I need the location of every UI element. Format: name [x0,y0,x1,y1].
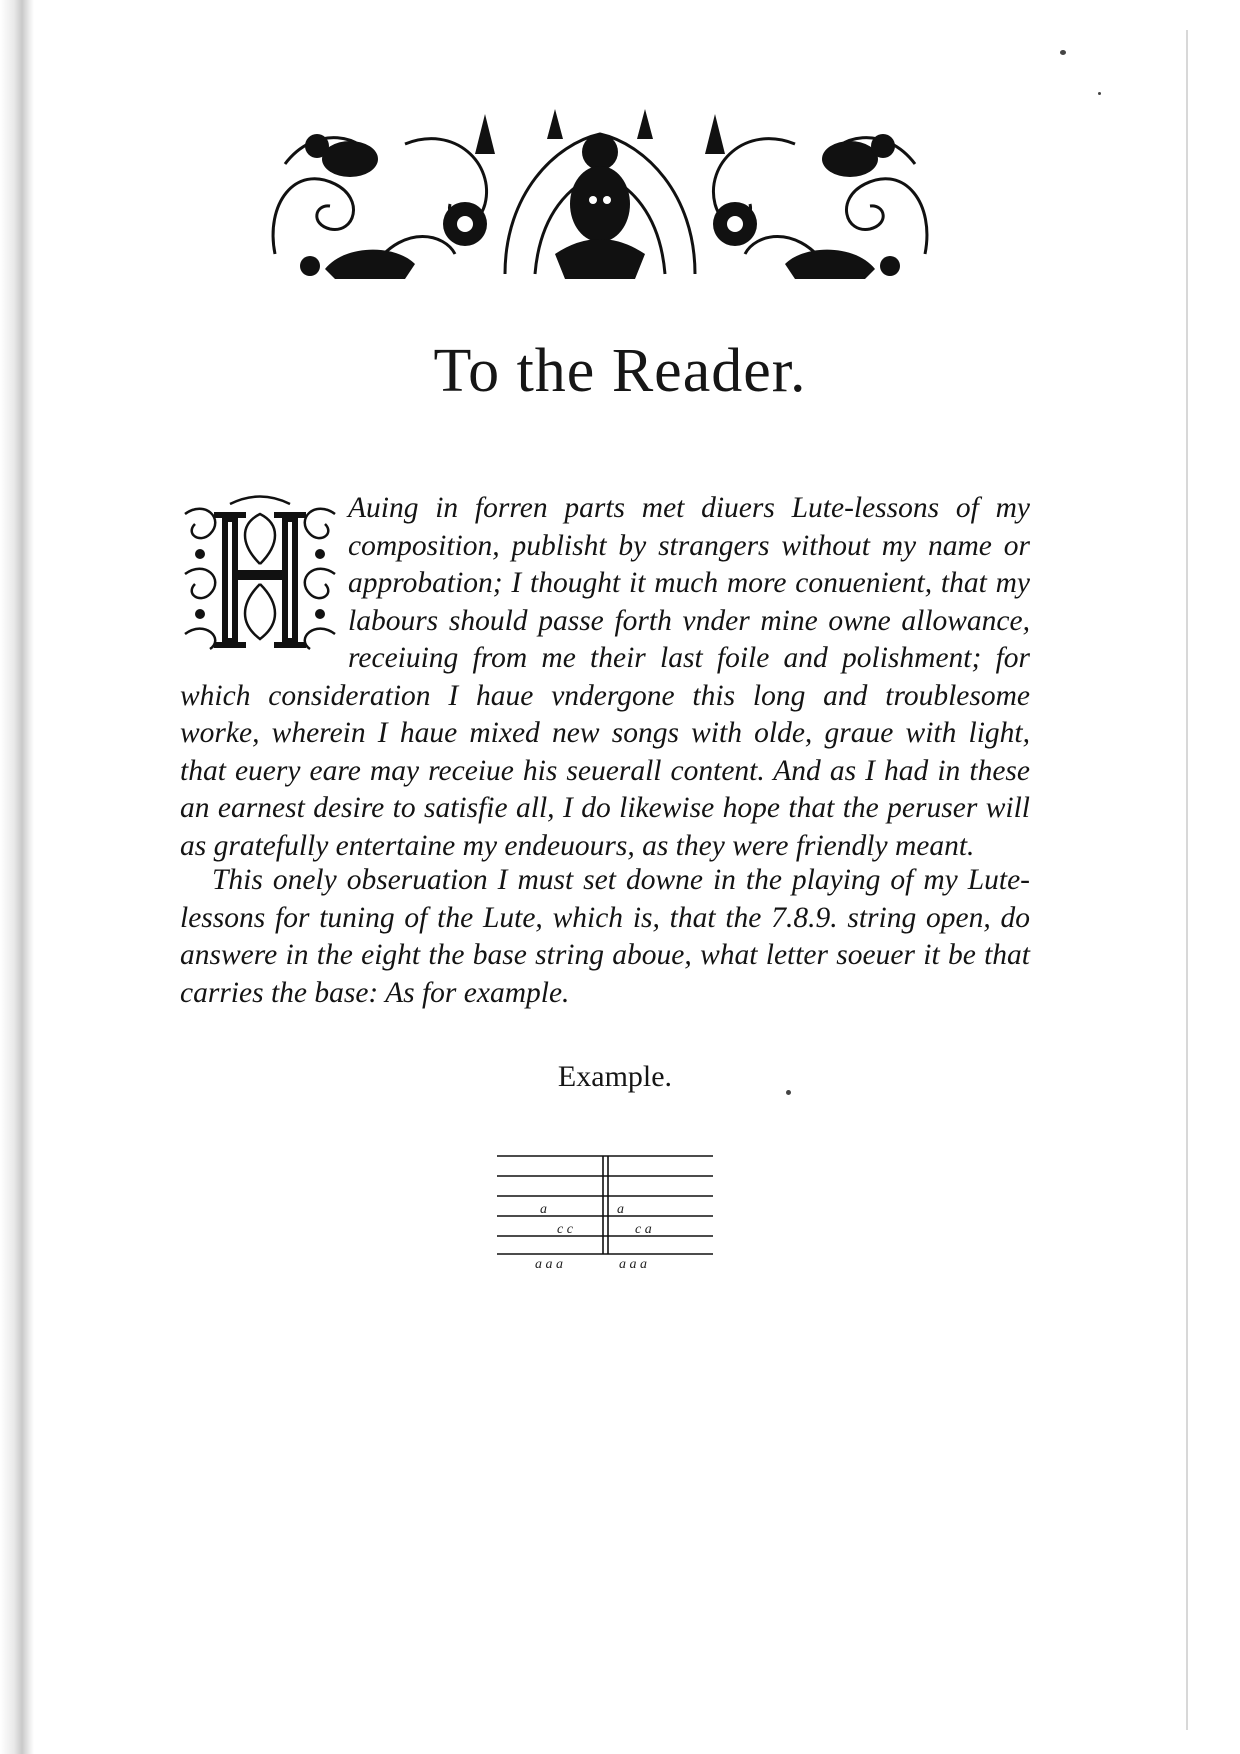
dust-speck [1060,50,1066,55]
page-title: To the Reader. [433,337,807,405]
tab-right-below: a a a [619,1257,647,1272]
headpiece-ornament-icon [255,104,945,284]
example-heading: Example. [557,1060,673,1093]
paragraph-2 [180,862,1030,1012]
lute-tablature-example [495,1150,715,1275]
tab-left-line3: a [540,1202,547,1217]
tab-left-below: a a a [535,1257,563,1272]
tablature-staff [495,1150,715,1275]
tab-left-line4: c c [557,1222,573,1237]
tab-right-line3: a [617,1202,624,1217]
tab-right-line4: c a [635,1222,652,1237]
dust-speck [1098,92,1101,95]
paragraph-1 [180,490,1030,865]
paragraph-1-text: Auing in forren parts met diuers Lute-lessons of my composition, publisht by strangers without my name or approbation; I thought it much more conuenient, that my labours should passe forth vnder mine owne allowance, receiuing from me their last foile and polishment; for which consideration I haue vndergone this long and troublesome worke, wherein I haue mixed new songs with olde, graue with light, that euery eare may receiue his seuerall content. And as I had in these an earnest desire to satisfie all, I do likewise hope that the peruser will as gratefully entertaine my endeuours, as they were friendly meant. [180,492,1030,862]
paragraph-2-text: This onely obseruation I must set downe in the playing of my Lute-lessons for tuning of the Lute, which is, that the 7.8.9. string open, do answere in the eight the base string aboue, what letter soeuer it be that carries the base: As for example. [180,864,1030,1009]
scanner-shadow-left [0,0,34,1754]
dust-speck [786,1090,791,1095]
scanner-shadow-right [1186,30,1188,1730]
